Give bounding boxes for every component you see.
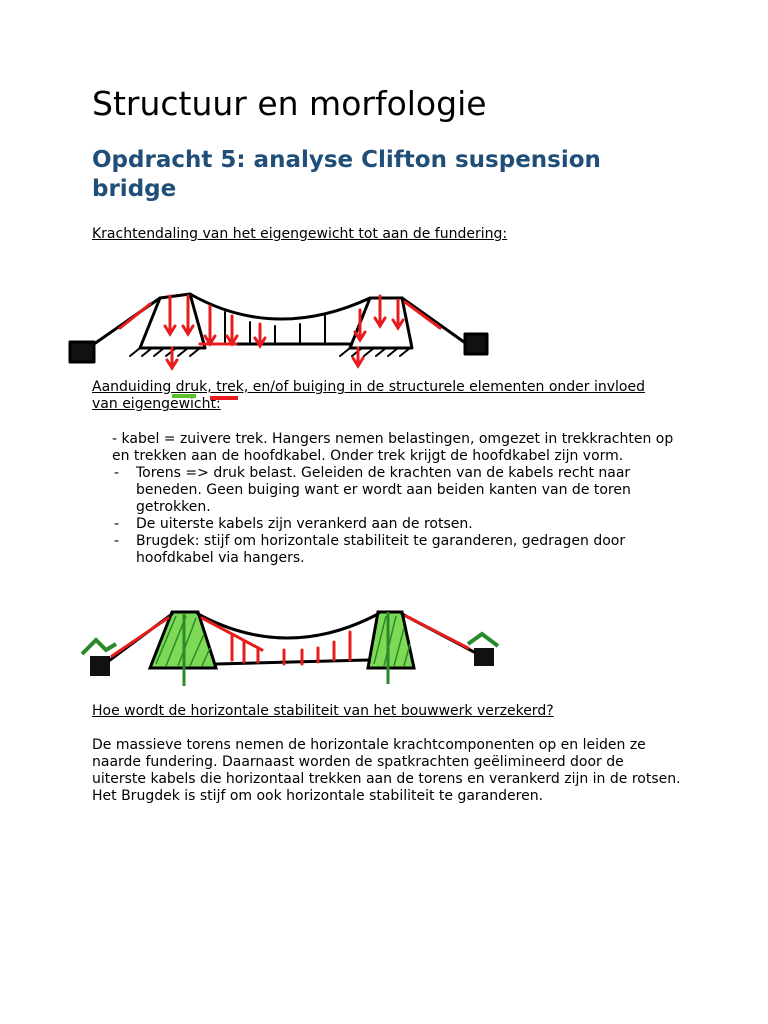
- bridge-force-type-sketch: [72, 604, 512, 694]
- list-item-text: Torens => druk belast. Geleiden de krachten van de kabels recht naar beneden. Geen buiging want er wordt aan beiden kanten van de toren getrokken.: [136, 465, 631, 515]
- force-arrows: [120, 296, 440, 368]
- list-item-text: De uiterste kabels zijn verankerd aan de rotsen.: [136, 516, 473, 532]
- list-dash: -: [114, 465, 120, 481]
- stability-paragraph: De massieve torens nemen de horizontale krachtcomponenten op en leiden ze naarde fundering. Daarnaast worden de spatkrachten geëlimineerd door de uiterste kabels die horizontaal trekken aan de torens en verankerd zijn in de rotsen. Het Brugdek is stijf om ook horizontale stabiliteit te garanderen.: [92, 737, 681, 804]
- right-anchor-block: [465, 334, 487, 354]
- list-dash: -: [114, 533, 120, 549]
- list-item-text: Brugdek: stijf om horizontale stabiliteit te garanderen, gedragen door hoofdkabel via hangers.: [136, 533, 626, 566]
- section-heading-forces: Aanduiding druk, trek, en/of buiging in de structurele elementen onder invloed van eigengewicht:: [92, 379, 645, 412]
- list-dash: -: [114, 516, 120, 532]
- right-back-stay: [402, 298, 464, 342]
- page-subtitle: Opdracht 5: analyse Clifton suspension bridge: [92, 147, 601, 202]
- bridge-load-path-sketch: [60, 282, 500, 372]
- forces-list: [112, 431, 692, 567]
- list-item: [112, 533, 692, 567]
- main-cable: [190, 294, 370, 319]
- list-item-text: - kabel = zuivere trek. Hangers nemen belastingen, omgezet in trekkrachten op en trekken aan de hoofdkabel. Onder trek krijgt de hoofdkabel zijn vorm.: [112, 431, 674, 464]
- page-title: Structuur en morfologie: [92, 84, 487, 123]
- left-anchor-block: [70, 342, 94, 362]
- section-heading-stability: Hoe wordt de horizontale stabiliteit van het bouwwerk verzekerd?: [92, 703, 554, 719]
- list-item: [112, 516, 692, 533]
- color-legend-marks: [168, 392, 248, 402]
- section-heading-load-path: Krachtendaling van het eigengewicht tot aan de fundering:: [92, 226, 508, 242]
- list-item: [112, 465, 692, 516]
- left-tower: [140, 294, 205, 348]
- list-item: [112, 431, 692, 465]
